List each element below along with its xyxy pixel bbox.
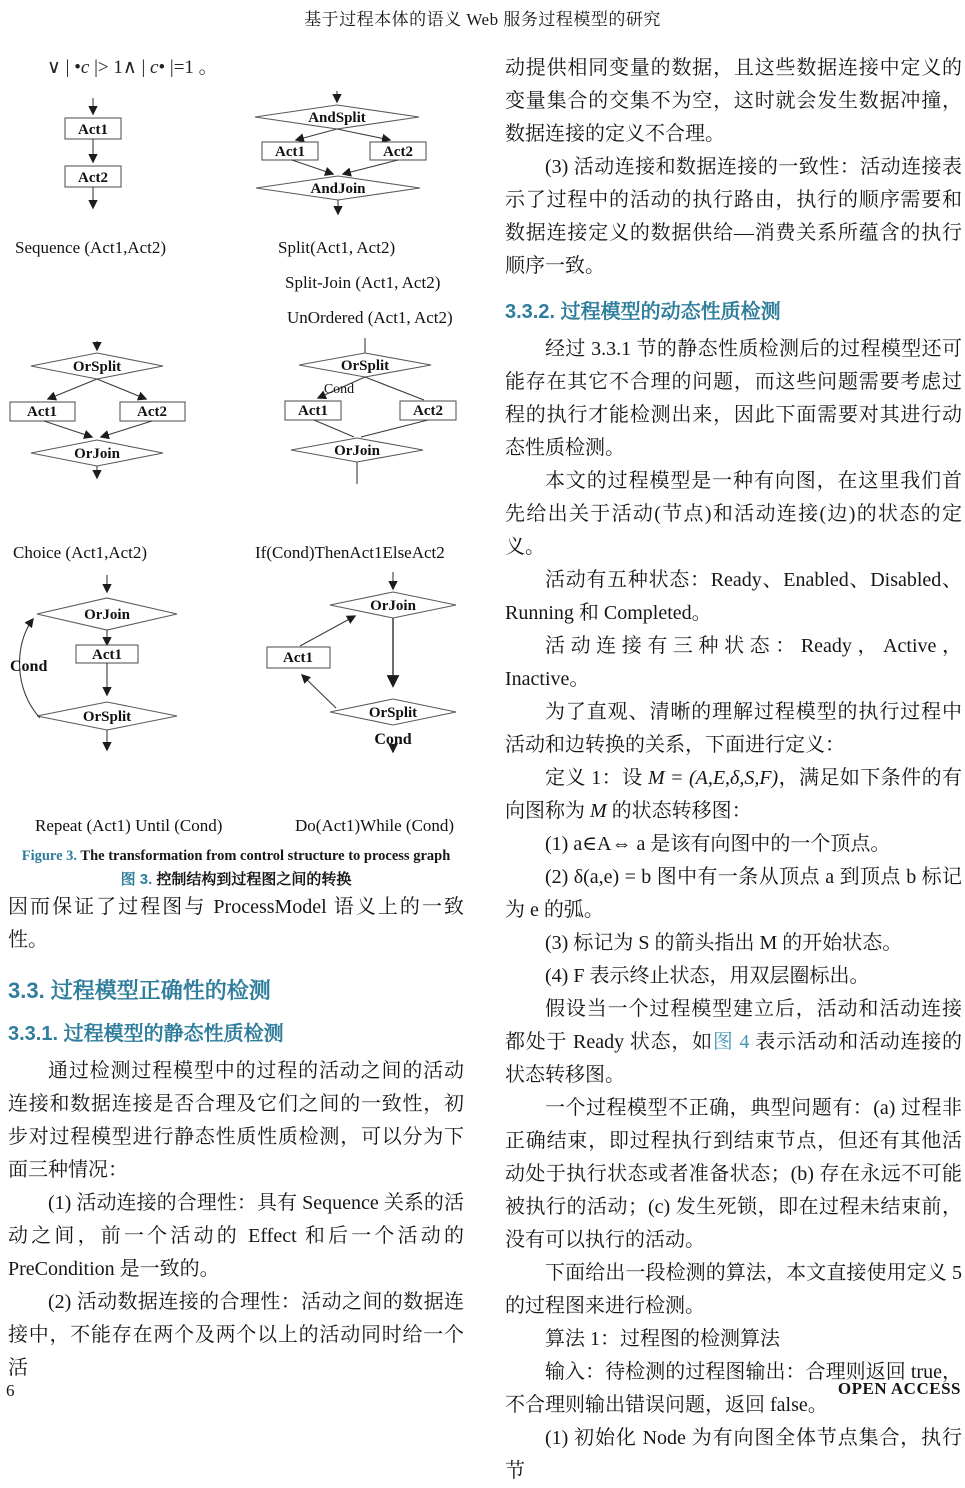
figure3-caption-zh bbox=[8, 869, 464, 891]
node-label: Act2 bbox=[78, 170, 108, 186]
paragraph: (1) a∈A⇔ a 是该有向图中的一个顶点。 bbox=[545, 833, 891, 855]
node-label: OrJoin bbox=[74, 446, 120, 462]
orsplit-to-act1-edge bbox=[302, 675, 336, 708]
node-label: OrSplit bbox=[368, 705, 418, 721]
left-column bbox=[8, 846, 464, 1385]
node-label: Act1 bbox=[275, 144, 305, 160]
paragraph: (4) F 表示终止状态，用双层圈标出。 bbox=[545, 965, 870, 987]
formula-part: |> 1∧ | bbox=[89, 57, 151, 78]
section-heading-3-3-2: 3.3.2. 过程模型的动态性质检测 bbox=[505, 301, 781, 323]
formula-var: c bbox=[80, 57, 90, 78]
paragraph: 输入：待检测的过程图输出：合理则返回 true，不合理则输出错误问题，返回 false。 bbox=[505, 1361, 962, 1416]
caption-repeat: Repeat (Act1) Until (Cond) bbox=[35, 816, 223, 835]
figure4-link[interactable]: 图 4 bbox=[712, 1031, 750, 1053]
node-label: OrSplit bbox=[340, 358, 390, 374]
caption-if-then: If(Cond)ThenAct1ElseAct2 bbox=[255, 543, 445, 562]
caption-do-while: Do(Act1)While (Cond) bbox=[295, 816, 455, 835]
caption-split-join: Split-Join (Act1, Act2) bbox=[285, 273, 441, 292]
figure3-caption-en bbox=[14, 846, 458, 867]
paragraph: 一个过程模型不正确，典型问题有：(a) 过程非正确结束，即过程执行到结束节点，但还有其他活动处于执行状态或者准备状态；(b) 存在永远不可能被执行的活动；(c) 发生死锁，即在过程未结束前，没有可以执行的活动。 bbox=[505, 1097, 962, 1251]
node-label: OrSplit bbox=[82, 709, 132, 725]
section-heading-3-3: 3.3. 过程模型正确性的检测 bbox=[8, 978, 271, 1003]
node-label: Act1 bbox=[78, 122, 108, 138]
paragraph: 活动有五种状态：Ready、Enabled、Disabled、Running 和 Completed。 bbox=[505, 569, 962, 624]
cond-label: Cond bbox=[10, 658, 48, 675]
cond-label: Cond bbox=[323, 382, 355, 397]
node-label: OrSplit bbox=[72, 359, 122, 375]
text-part: ，满足如下条件的有向图称为 bbox=[505, 767, 962, 822]
text-part: 的状态转移图： bbox=[606, 800, 752, 822]
figure3-caption-zh-label: 图 3. bbox=[120, 871, 153, 888]
paragraph: 经过 3.3.1 节的静态性质检测后的过程模型还可能存在其它不合理的问题，而这些问题需要考虑过程的执行才能检测出来，因此下面需要对其进行动态性质检测。 bbox=[505, 338, 962, 459]
math-expression: M = (A,E,δ,S,F) bbox=[647, 767, 779, 789]
caption-sequence: Sequence (Act1,Act2) bbox=[15, 238, 167, 257]
section-heading-3-3-1: 3.3.1. 过程模型的静态性质检测 bbox=[8, 1023, 284, 1045]
page-number: 6 bbox=[6, 1381, 15, 1400]
node-label: Act1 bbox=[283, 650, 313, 666]
paragraph: (2) δ(a,e) = b 图中有一条从顶点 a 到顶点 b 标记为 e 的弧。 bbox=[505, 866, 962, 921]
open-access-label: OPEN ACCESS bbox=[837, 1379, 961, 1398]
cond-label: Cond bbox=[374, 731, 412, 748]
formula-line bbox=[47, 52, 218, 79]
node-label: Act2 bbox=[413, 403, 443, 419]
figure3-caption-en-text: The transformation from control structure to process graph bbox=[77, 848, 451, 864]
node-label: OrJoin bbox=[334, 443, 380, 459]
paragraph: 动提供相同变量的数据，且这些数据连接中定义的变量集合的交集不为空，这时就会发生数据冲撞，数据连接的定义不合理。 bbox=[505, 57, 962, 145]
paragraph-figure4-ref bbox=[505, 993, 962, 1092]
paragraph: 因而保证了过程图与 ProcessModel 语义上的一致性。 bbox=[8, 896, 464, 951]
text-part: 表示活动和活动连接的状态转移图。 bbox=[505, 1031, 963, 1086]
node-label: OrJoin bbox=[84, 607, 130, 623]
paragraph-definition-1 bbox=[505, 762, 962, 828]
paragraph: 通过检测过程模型中的过程的活动之间的活动连接和数据连接是否合理及它们之间的一致性，初步对过程模型进行静态性质性质检测，可以分为下面三种情况： bbox=[8, 1060, 464, 1181]
diagram-sequence bbox=[65, 98, 121, 208]
node-label: Act2 bbox=[383, 144, 413, 160]
caption-unordered: UnOrdered (Act1, Act2) bbox=[287, 308, 453, 327]
paragraph: (2) 活动数据连接的合理性：活动之间的数据连接中，不能存在两个及两个以上的活动同时给一个活 bbox=[8, 1291, 464, 1379]
figure3-caption-en-label: Figure 3. bbox=[21, 848, 78, 864]
paragraph: 活动连接有三种状态：Ready，Active，Inactive。 bbox=[505, 635, 962, 690]
paragraph: 为了直观、清晰的理解过程模型的执行过程中活动和边转换的关系，下面进行定义： bbox=[505, 701, 962, 756]
math-symbol: M bbox=[590, 800, 607, 822]
formula-part: ∨ | • bbox=[47, 57, 81, 78]
node-label: Act1 bbox=[27, 404, 57, 420]
page-title: 基于过程本体的语义 Web 服务过程模型的研究 bbox=[304, 10, 661, 29]
node-label: AndSplit bbox=[308, 110, 366, 126]
figure3-caption-zh-text: 控制结构到过程图之间的转换 bbox=[152, 871, 352, 888]
right-column bbox=[505, 52, 962, 1488]
caption-split: Split(Act1, Act2) bbox=[278, 238, 396, 257]
paragraph: 本文的过程模型是一种有向图，在这里我们首先给出关于活动(节点)和活动连接(边)的状态的定义。 bbox=[505, 470, 962, 558]
paragraph: (3) 标记为 S 的箭头指出 M 的开始状态。 bbox=[545, 932, 903, 954]
act1-to-orjoin-edge bbox=[300, 616, 355, 646]
node-label: Act1 bbox=[298, 403, 328, 419]
text-part: 定义 1：设 bbox=[545, 767, 648, 789]
paragraph: (1) 活动连接的合理性：具有 Sequence 关系的活动之间，前一个活动的 Effect 和后一个活动的 PreCondition 是一致的。 bbox=[8, 1192, 464, 1280]
formula-var: c bbox=[150, 57, 159, 78]
node-label: Act1 bbox=[92, 647, 122, 663]
paragraph: (1) 初始化 Node 为有向图全体节点集合，执行节 bbox=[505, 1427, 962, 1482]
paragraph: (3) 活动连接和数据连接的一致性：活动连接表示了过程中的活动的执行路由，执行的顺序需要和数据连接定义的数据供给—消费关系所蕴含的执行顺序一致。 bbox=[505, 156, 962, 277]
caption-choice: Choice (Act1,Act2) bbox=[13, 543, 148, 562]
node-label: OrJoin bbox=[370, 598, 416, 614]
node-label: Act2 bbox=[137, 404, 167, 420]
figure3-process-graphs bbox=[8, 88, 464, 845]
paragraph: 下面给出一段检测的算法，本文直接使用定义 5 的过程图来进行检测。 bbox=[505, 1262, 962, 1317]
paragraph: 算法 1：过程图的检测算法 bbox=[545, 1328, 780, 1350]
text-part: 假设当一个过程模型建立后，活动和活动连接都处于 Ready 状态，如 bbox=[505, 998, 962, 1053]
formula-part: • |=1 。 bbox=[158, 57, 218, 78]
node-label: AndJoin bbox=[310, 181, 366, 197]
